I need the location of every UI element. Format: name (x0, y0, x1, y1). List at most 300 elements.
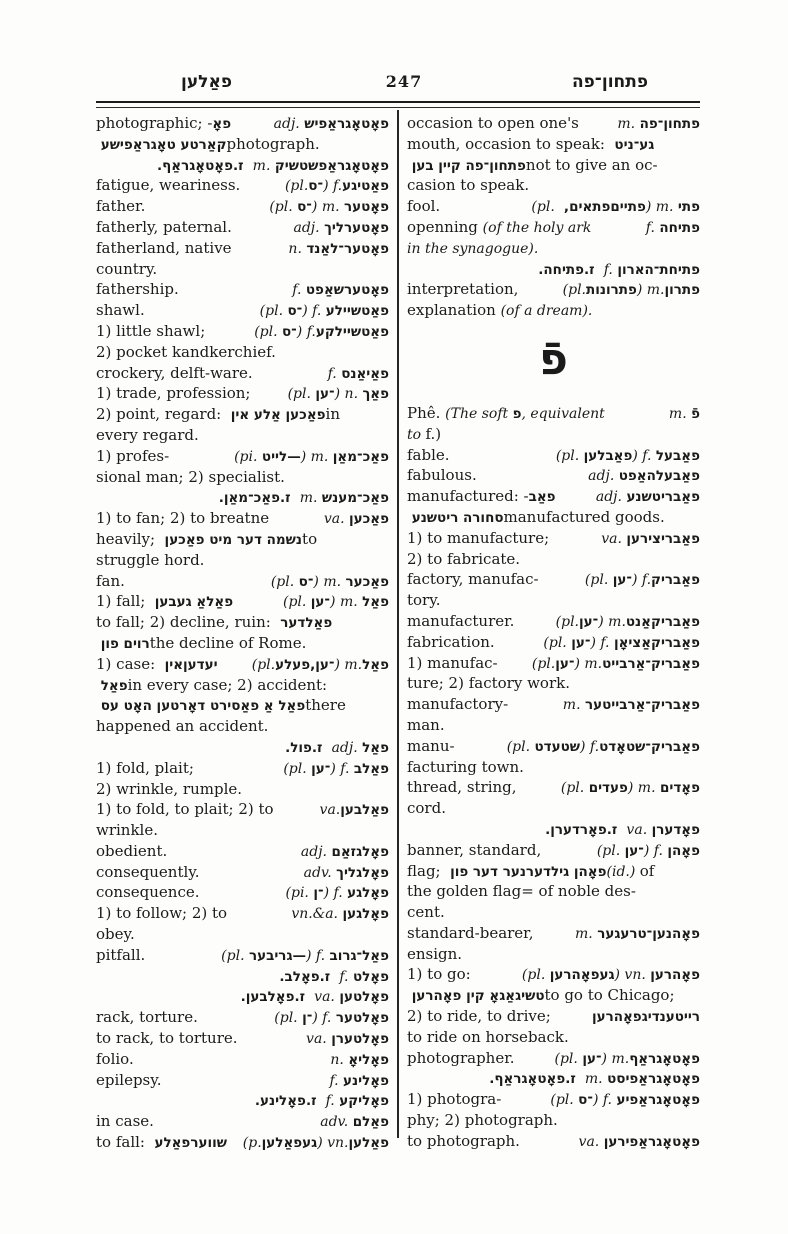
english-text: flag; (407, 861, 446, 880)
entry-line-left (96, 1111, 154, 1132)
entry-line-right (243, 1132, 389, 1154)
yiddish-text: האָט (118, 698, 152, 715)
yiddish-text: דער (275, 615, 306, 632)
grammar-label: (pl. (287, 386, 316, 403)
english-text: heavily; (96, 529, 160, 548)
entry-line (407, 217, 700, 238)
entry-line-left (407, 944, 462, 965)
entry-line-left (407, 507, 665, 529)
grammar-label: (pl. (284, 178, 309, 195)
yiddish-text: פתאים, (559, 199, 611, 216)
grammar-label: (pl. (555, 447, 584, 464)
yiddish-text: שטעדט (534, 738, 581, 755)
entry-line-left (407, 694, 508, 715)
english-text: f.) (425, 424, 442, 443)
yiddish-text: ־ען (310, 594, 331, 611)
entry-line-right (292, 279, 389, 301)
english-text: struggle hord. (96, 550, 205, 569)
english-text: rack, torture. (96, 1008, 198, 1027)
entry-line-left (96, 820, 158, 841)
entry-line-left (96, 882, 200, 903)
yiddish-text: פאָלינע. (254, 1093, 306, 1110)
yiddish-text: טאָגראַפישע (96, 136, 176, 153)
entry-line (96, 966, 389, 987)
entry-line-left (96, 612, 332, 634)
yiddish-text: פאַל (362, 739, 389, 756)
entry-line-left (407, 445, 450, 466)
yiddish-text: פאָלטערן (331, 1031, 389, 1048)
entry-line-right (304, 862, 389, 884)
yiddish-text: פאַבריצירען (626, 530, 700, 547)
yiddish-text: פאָלגזאַם (331, 843, 389, 860)
entry-line (407, 113, 700, 134)
yiddish-text: פתחון־פה (460, 157, 526, 174)
yiddish-text: פון (96, 635, 119, 652)
yiddish-text: פתי (677, 199, 700, 216)
english-text: consequently. (96, 862, 200, 881)
english-text: to ride on horseback. (407, 1027, 569, 1046)
entry-line (407, 569, 700, 590)
yiddish-text: פאַכער (345, 573, 389, 590)
entry-line (96, 737, 389, 758)
entry-line (407, 465, 700, 486)
english-text: manufactory- (407, 695, 509, 714)
entry-line (96, 1070, 389, 1091)
yiddish-text: פאַל (96, 677, 128, 694)
entry-line (407, 777, 700, 798)
yiddish-text: פאָהרען (650, 967, 700, 984)
entry-line (96, 841, 389, 862)
english-text: 2) wrinkle, rumple. (96, 779, 243, 798)
entry-line-right (283, 591, 389, 613)
entry-line (407, 507, 700, 528)
yiddish-text: פאַלב (353, 760, 389, 777)
entry-line-left (407, 569, 539, 590)
yiddish-text: —לייט (261, 448, 301, 465)
grammar-label: ) f. (592, 1092, 617, 1109)
english-text: openning (407, 217, 483, 236)
entry-line-left (407, 653, 498, 674)
entry-line-right (601, 528, 700, 550)
english-text: 2) to ride, to drive; (407, 1007, 551, 1026)
yiddish-text: ־ען (612, 572, 632, 589)
entry-line-right (320, 799, 389, 821)
english-text: country. (96, 259, 158, 278)
yiddish-text: פאָהנען־טרעגער (597, 925, 700, 942)
english-text: occasion to open one's (407, 114, 579, 132)
grammar-label: (pl. (283, 760, 312, 777)
english-text: manu- (407, 736, 455, 755)
english-text: phy; 2) photograph. (407, 1111, 558, 1130)
entry-line (96, 820, 389, 841)
entry-line-left (96, 1132, 227, 1154)
grammar-label: ) m. (645, 199, 678, 216)
english-text: factory, manufac- (407, 570, 539, 589)
entry-line-right (241, 986, 389, 1008)
english-text: fan. (96, 571, 125, 590)
grammar-label: (pl. (560, 780, 589, 797)
entry-line-right (324, 508, 389, 530)
entry-line-left (407, 881, 636, 902)
running-head-right-word: פתחון־פה (571, 72, 648, 92)
grammar-label: (pl. (531, 199, 560, 216)
entry-line-left (407, 196, 440, 217)
entry-line-right (538, 259, 700, 281)
entry-line-right (255, 1090, 389, 1112)
yiddish-text: געפאָהרען (549, 967, 615, 984)
grammar-label: m. (580, 1071, 608, 1088)
entry-line-left (96, 1007, 198, 1028)
yiddish-text: פאָלגען (342, 906, 389, 923)
entry-line (96, 924, 389, 945)
grammar-label: ) m. (334, 656, 363, 673)
grammar-label: (pl. (562, 282, 587, 299)
entry-line-left (407, 861, 654, 883)
grammar-label: (pl. (274, 1010, 303, 1027)
english-text: of (639, 861, 655, 880)
grammar-label: ) f. (590, 634, 614, 651)
yiddish-text: ־ס (287, 303, 303, 320)
entry-line-right (646, 217, 700, 239)
entry-line-left (96, 238, 232, 259)
yiddish-text: סחורה (458, 509, 504, 526)
entry-line (96, 259, 389, 280)
grammar-label: va. (323, 511, 350, 528)
grammar-label: (pl. (506, 738, 535, 755)
yiddish-text: רייטענדיג (641, 1009, 700, 1026)
grammar-label: (pl. (543, 634, 572, 651)
grammar-label: m. (562, 697, 585, 714)
grammar-label: f. (292, 282, 306, 299)
english-text: 1) photogra- (407, 1090, 502, 1109)
entry-line (407, 175, 700, 196)
yiddish-text: פאָהרען (407, 988, 462, 1005)
entry-line (407, 1006, 700, 1027)
entry-line (96, 986, 389, 1007)
grammar-label: ) m. (330, 594, 363, 611)
entry-line (96, 882, 389, 903)
entry-line-right (288, 383, 389, 405)
yiddish-text: פאַל (273, 698, 306, 715)
grammar-label: ) m. (574, 655, 603, 672)
grammar-label: n. (288, 240, 307, 257)
entry-line-right (285, 737, 389, 759)
entry-line-right (330, 1049, 389, 1071)
yiddish-text: פאָטאָגראַף. (157, 157, 233, 174)
entry-line-left (407, 632, 495, 653)
entry-line-left (96, 903, 227, 924)
yiddish-text: גילדערנער (498, 863, 570, 880)
yiddish-text: געבען (150, 594, 192, 611)
english-text: fatigue, weariness. (96, 176, 241, 195)
english-text: obedient. (96, 841, 168, 860)
entry-line (96, 113, 389, 134)
english-text: standard-bearer, (407, 923, 534, 942)
grammar-label: f. (329, 1072, 344, 1089)
entry-line-right (279, 966, 389, 988)
yiddish-text: פאַלע (149, 1135, 191, 1152)
yiddish-text: ־ען (582, 1050, 602, 1067)
section-letter-pe: פֿ (539, 333, 568, 385)
yiddish-text: פתיחה (659, 219, 700, 236)
entry-line-right (531, 196, 700, 218)
right-column (407, 113, 700, 1152)
english-text: fatherland, native (96, 238, 232, 257)
english-text: folio. (96, 1049, 134, 1068)
grammar-label: m. (248, 157, 275, 174)
yiddish-text: פאַבעל (655, 447, 700, 464)
entry-line-right (507, 736, 700, 758)
entry-line-right (320, 1111, 389, 1133)
entry-line-right (294, 217, 390, 239)
grammar-label: va. (578, 1133, 604, 1150)
entry-line (407, 673, 700, 694)
entry-line-left (407, 1110, 558, 1131)
english-text: 1) trade, profession; (96, 384, 251, 403)
entry-line-right (596, 486, 700, 508)
entry-line-left (407, 611, 514, 632)
yiddish-text: פעדים (588, 780, 628, 797)
entry-line (407, 528, 700, 549)
yiddish-text: פאַך (362, 386, 389, 403)
entry-line-left (407, 300, 592, 322)
entry-line-left (96, 196, 145, 217)
entry-line (96, 155, 389, 176)
yiddish-text: פאַכ־מאַן. (218, 490, 281, 507)
entry-line-left (96, 1070, 162, 1091)
yiddish-text: פאַיאַנס (341, 365, 389, 382)
yiddish-text: פאַכ־מאַן (332, 448, 389, 465)
yiddish-text: פאַבלען (583, 447, 633, 464)
entry-line-left (96, 591, 233, 613)
entry-line-right (306, 1028, 389, 1050)
grammar-label: ) f. (302, 303, 326, 320)
entry-line (96, 1007, 389, 1028)
entry-line-right (291, 903, 389, 925)
entry-line-right (301, 841, 389, 863)
english-text: happened an accident. (96, 717, 269, 736)
yiddish-text: פאָלטער (335, 1010, 389, 1027)
entry-line-left (407, 1048, 515, 1069)
yiddish-text: פאַבריקאַציאָן (613, 634, 700, 651)
grammar-label: ) n. (334, 386, 363, 403)
yiddish-text: קאַרטע (175, 136, 227, 153)
left-column (96, 113, 389, 1153)
entry-line (407, 881, 700, 902)
entry-line (407, 1027, 700, 1048)
grammar-label: ) f. (312, 1010, 336, 1027)
entry-line-right (550, 1089, 700, 1111)
entry-line-left (407, 465, 477, 486)
entry-line (96, 799, 389, 820)
grammar-label: f. (645, 219, 660, 236)
entry-line (96, 300, 389, 321)
english-text: 1) to go: (407, 965, 471, 984)
running-head-left-word: פאַלען (181, 72, 232, 92)
yiddish-text: פאָדים (659, 780, 700, 797)
yiddish-text: ז. (232, 157, 249, 174)
english-text: photographic; - (96, 114, 213, 132)
grammar-label: ) m. (598, 613, 626, 630)
entry-line-left (407, 1006, 551, 1027)
yiddish-text: אין (159, 656, 184, 673)
yiddish-text: ז. (280, 490, 296, 507)
entry-line (96, 529, 389, 550)
english-text: obey. (96, 925, 135, 944)
yiddish-text: ־ען (555, 655, 575, 672)
yiddish-text: ז. (565, 1071, 581, 1088)
english-text: to rack, to torture. (96, 1029, 238, 1048)
english-text: banner, standard, (407, 840, 542, 859)
grammar-label: (pl. (269, 199, 298, 216)
grammar-label: ) f. (632, 447, 656, 464)
yiddish-text: פאָטאָגראַפירען (603, 1133, 700, 1150)
grammar-label: (pl. (555, 613, 580, 630)
yiddish-text: טשיגאַגאָ (484, 988, 545, 1005)
entry-line (96, 1028, 389, 1049)
yiddish-text: רוים (118, 635, 150, 652)
entry-line-right (288, 238, 389, 260)
entry-line (96, 1090, 389, 1111)
yiddish-text: פאַלבען (340, 802, 389, 819)
grammar-label: adj. (293, 219, 325, 236)
entry-line (96, 446, 389, 467)
entry-line-left (407, 424, 441, 446)
english-text: fool. (407, 197, 441, 216)
yiddish-text: פאַל (206, 594, 234, 611)
entry-line-left (96, 841, 167, 862)
entry-line-left (407, 113, 579, 134)
english-text: pitfall. (96, 945, 146, 964)
english-text: 1) manufac- (407, 653, 498, 672)
yiddish-text: ־ן (302, 1010, 313, 1027)
yiddish-text: פאָטאָגראַף (629, 1050, 700, 1067)
english-text: ture; 2) factory work. (407, 674, 570, 693)
grammar-label: adj. (588, 468, 619, 485)
entry-line (96, 695, 389, 716)
entry-line-left (407, 217, 591, 239)
yiddish-text: ־ן (313, 885, 324, 902)
english-text: fabrication. (407, 632, 495, 651)
entry-line-right (274, 113, 389, 135)
grammar-label: ) m. (601, 1050, 630, 1067)
grammar-label: ) m. (313, 573, 346, 590)
entry-line (407, 1048, 700, 1069)
yiddish-text: בען (407, 157, 434, 174)
entry-line (407, 1110, 700, 1131)
entry-line (407, 300, 700, 321)
yiddish-text: קין (461, 988, 485, 1005)
grammar-label: , equivalent (521, 405, 605, 422)
grammar-label: m. (295, 490, 322, 507)
yiddish-text: פאַכען (349, 511, 389, 528)
english-text: father. (96, 197, 146, 216)
entry-line (407, 902, 700, 923)
entry-line-left (407, 403, 605, 425)
entry-line-left (407, 757, 524, 778)
grammar-label: in the synagogue). (407, 240, 539, 257)
yiddish-text: ־ס (297, 199, 312, 216)
entry-line (407, 861, 700, 882)
grammar-label: f. (334, 968, 353, 985)
grammar-label: n. (330, 1051, 349, 1068)
entry-line-left (96, 529, 317, 551)
entry-line-left (407, 840, 541, 861)
english-text: 1) to manufacture; (407, 528, 550, 547)
entry-line-left (96, 113, 231, 135)
grammar-label: ) f. (631, 572, 652, 589)
entry-line-right (286, 882, 389, 904)
yiddish-text: פאַב (528, 489, 556, 506)
english-text: to go to Chicago; (544, 986, 675, 1005)
english-text: 2) to fabricate. (407, 549, 521, 568)
entry-line-left (407, 1027, 569, 1048)
yiddish-text: פאָטאָגראַפיש (304, 116, 389, 132)
english-text: fathership. (96, 280, 179, 299)
entry-line (407, 445, 700, 466)
grammar-label: ) f. (323, 178, 343, 195)
yiddish-text: פֿ (691, 405, 700, 422)
entry-line-right (587, 1006, 700, 1028)
entry-line (407, 611, 700, 632)
yiddish-text: פאָטאָגראַף. (489, 1071, 566, 1088)
entry-line (96, 571, 389, 592)
entry-line (96, 779, 389, 800)
entry-line-left (407, 923, 533, 944)
entry-line-left (407, 155, 658, 177)
yiddish-text: אין (226, 407, 250, 424)
column-divider-rule (397, 110, 399, 1138)
yiddish-text: פאָטערליך (324, 219, 389, 236)
yiddish-text: ־ס (578, 1092, 593, 1109)
english-text: casion to speak. (407, 176, 530, 195)
entry-line (96, 175, 389, 196)
yiddish-text: פאַכען (159, 531, 205, 548)
yiddish-text: פאָטער־לאַנד (306, 240, 389, 257)
yiddish-text: פאַבריטשנע (626, 489, 700, 506)
yiddish-text: ניט (609, 136, 634, 153)
yiddish-text: יעדען (183, 656, 218, 673)
english-text: cord. (407, 799, 446, 818)
grammar-label: ) f. (580, 738, 600, 755)
english-text: crockery, delft-ware. (96, 363, 253, 382)
yiddish-text: פתיים (610, 199, 646, 216)
entry-line-left (96, 1028, 238, 1049)
entry-line-right (585, 569, 700, 591)
yiddish-text: פ (512, 405, 522, 422)
yiddish-text: ז. (305, 1093, 322, 1110)
entry-line (407, 944, 700, 965)
yiddish-text: פאָטאָגראַפיע (616, 1092, 700, 1109)
entry-line (407, 134, 700, 155)
english-text: in (325, 405, 340, 424)
yiddish-text: ־ס (298, 573, 314, 590)
yiddish-text: ־ס (282, 323, 297, 340)
entry-line-left (96, 134, 320, 156)
entry-line-left (96, 425, 199, 446)
english-text: every regard. (96, 425, 199, 444)
entry-line-right (555, 1048, 701, 1070)
english-text: 2) pocket kandkerchief. (96, 342, 276, 361)
grammar-label: (pl. (270, 573, 299, 590)
entry-line-right (221, 945, 389, 967)
grammar-label: (p. (242, 1135, 262, 1152)
entry-line-right (271, 571, 389, 593)
entry-line-left (407, 777, 517, 798)
entry-line-left (96, 862, 200, 883)
grammar-label: (pl. (554, 1050, 583, 1067)
yiddish-text: פאַל (362, 594, 389, 611)
